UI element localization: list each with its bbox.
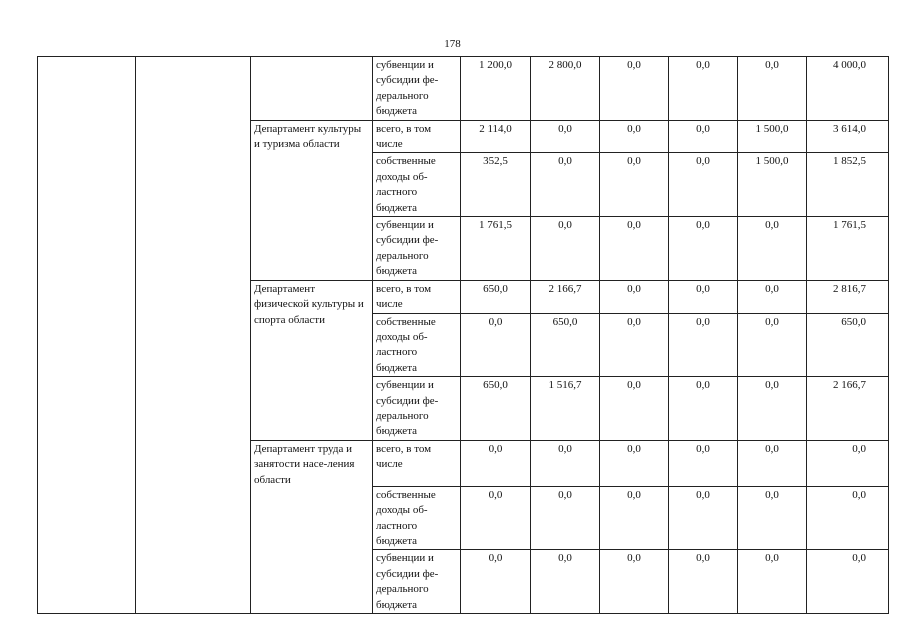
value-cell: 0,0 [600,486,669,550]
total-value-cell: 0,0 [807,550,889,614]
value-cell: 0,0 [461,440,531,486]
value-cell: 650,0 [461,280,531,313]
total-value-cell: 4 000,0 [807,57,889,121]
funding-source-cell: собственные доходы об-ластного бюджета [373,313,461,377]
total-value-cell: 2 166,7 [807,377,889,441]
page-number: 178 [444,38,461,50]
value-cell: 2 800,0 [531,57,600,121]
value-cell: 1 516,7 [531,377,600,441]
value-cell: 0,0 [738,440,807,486]
funding-source-cell: субвенции и субсидии фе-дерального бюджета [373,217,461,281]
value-cell: 0,0 [669,217,738,281]
value-cell: 1 500,0 [738,153,807,217]
value-cell: 0,0 [669,486,738,550]
blank-column-1-cell [38,57,136,614]
value-cell: 0,0 [669,550,738,614]
value-cell: 0,0 [669,280,738,313]
value-cell: 0,0 [600,280,669,313]
value-cell: 0,0 [531,550,600,614]
funding-source-cell: собственные доходы об-ластного бюджета [373,486,461,550]
blank-column-2-cell [136,57,251,614]
value-cell: 0,0 [600,120,669,153]
department-cell [251,57,373,121]
value-cell: 0,0 [738,217,807,281]
funding-source-cell: всего, в том числе [373,280,461,313]
department-cell: Департамент труда и занятости насе-ления области [251,440,373,613]
value-cell: 352,5 [461,153,531,217]
value-cell: 0,0 [461,486,531,550]
budget-table-body [38,57,889,614]
total-value-cell: 650,0 [807,313,889,377]
value-cell: 0,0 [738,280,807,313]
value-cell: 0,0 [669,313,738,377]
funding-source-cell: субвенции и субсидии фе-дерального бюджета [373,377,461,441]
value-cell: 0,0 [600,153,669,217]
value-cell: 0,0 [531,153,600,217]
total-value-cell: 0,0 [807,440,889,486]
total-value-cell: 3 614,0 [807,120,889,153]
value-cell: 0,0 [600,57,669,121]
value-cell: 0,0 [738,486,807,550]
value-cell: 0,0 [669,153,738,217]
value-cell: 0,0 [738,313,807,377]
value-cell: 650,0 [531,313,600,377]
value-cell: 0,0 [531,217,600,281]
value-cell: 0,0 [669,120,738,153]
value-cell: 0,0 [600,550,669,614]
value-cell: 0,0 [669,440,738,486]
value-cell: 0,0 [738,550,807,614]
total-value-cell: 1 852,5 [807,153,889,217]
value-cell: 0,0 [461,550,531,614]
value-cell: 1 500,0 [738,120,807,153]
funding-source-cell: субвенции и субсидии фе-дерального бюджета [373,57,461,121]
value-cell: 2 166,7 [531,280,600,313]
value-cell: 0,0 [600,440,669,486]
value-cell: 1 761,5 [461,217,531,281]
value-cell: 0,0 [600,313,669,377]
value-cell: 0,0 [669,377,738,441]
value-cell: 0,0 [738,377,807,441]
funding-source-cell: всего, в том числе [373,120,461,153]
value-cell: 0,0 [531,486,600,550]
value-cell: 0,0 [669,57,738,121]
value-cell: 2 114,0 [461,120,531,153]
value-cell: 0,0 [600,377,669,441]
budget-table-container [37,56,889,614]
total-value-cell: 1 761,5 [807,217,889,281]
value-cell: 0,0 [461,313,531,377]
funding-source-cell: собственные доходы об-ластного бюджета [373,153,461,217]
total-value-cell: 2 816,7 [807,280,889,313]
value-cell: 0,0 [738,57,807,121]
total-value-cell: 0,0 [807,486,889,550]
value-cell: 650,0 [461,377,531,441]
table-row [38,57,889,121]
value-cell: 1 200,0 [461,57,531,121]
funding-source-cell: субвенции и субсидии фе-дерального бюджета [373,550,461,614]
value-cell: 0,0 [531,120,600,153]
value-cell: 0,0 [531,440,600,486]
budget-table [37,56,889,614]
value-cell: 0,0 [600,217,669,281]
department-cell: Департамент физической культуры и спорта области [251,280,373,440]
funding-source-cell: всего, в том числе [373,440,461,486]
department-cell: Департамент культуры и туризма области [251,120,373,280]
